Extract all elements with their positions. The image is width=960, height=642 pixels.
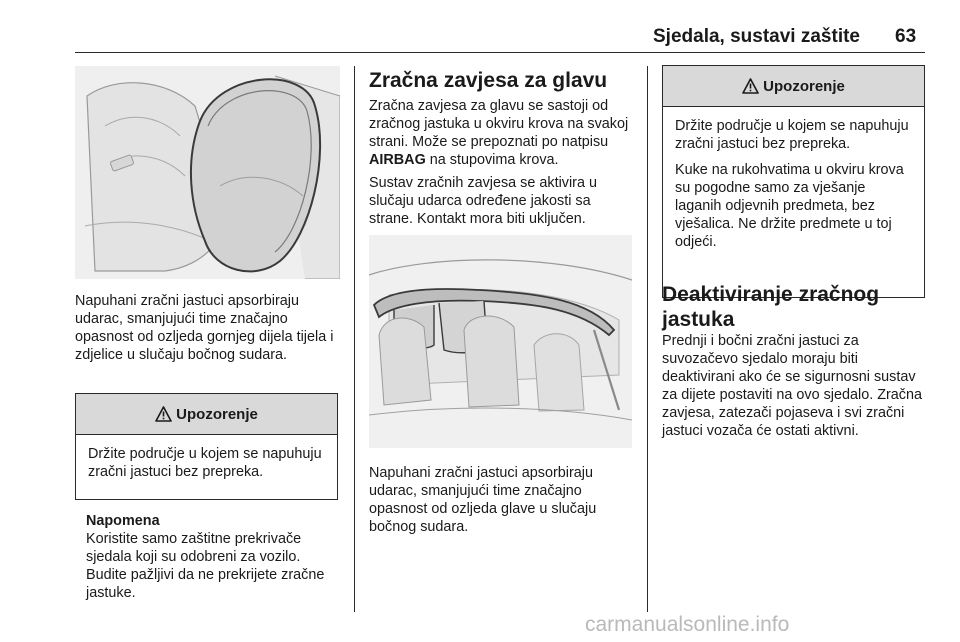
curtain-airbag-illustration bbox=[369, 235, 632, 448]
warning-triangle-icon bbox=[155, 406, 172, 422]
warning-title: Upozorenje bbox=[763, 77, 845, 95]
warning-triangle-icon bbox=[742, 78, 759, 94]
warning-box-left bbox=[75, 393, 338, 500]
warning-title: Upozorenje bbox=[176, 405, 258, 423]
side-airbag-caption: Napuhani zračni jastuci apsorbiraju udarac, smanjujući time značajno opasnost od ozljeda gornjeg dijela tijela i zdjelice u slučaju bočnog sudara. bbox=[75, 293, 334, 363]
description-text-start: Zračna zavjesa za glavu se sastoji od zračnog jastuka u okviru krova na svakoj strani. Može se prepoznati po natpisu bbox=[369, 98, 629, 150]
column-divider-left bbox=[354, 66, 355, 612]
curtain-airbag-heading: Zračna zavjesa za glavu bbox=[369, 69, 608, 92]
deactivation-text: Prednji i bočni zračni jastuci za suvozačevo sjedalo moraju biti deaktivirani ako će se sigurnosni sustav za dijete postaviti na ovo sjedalo. Zračna zavjesa, zatezači pojaseva i svi zračni jastuci vozača će ostati aktivni. bbox=[662, 333, 922, 439]
header-rule bbox=[75, 52, 925, 53]
warning-text-1: Držite područje u kojem se napuhuju zračni jastuci bez prepreka. bbox=[675, 118, 909, 152]
warning-header bbox=[663, 66, 924, 107]
warning-header bbox=[76, 394, 337, 435]
column-divider-right bbox=[647, 66, 648, 612]
deactivation-heading: Deaktiviranje zračnog jastuka bbox=[662, 283, 880, 331]
side-airbag-illustration bbox=[75, 66, 340, 279]
curtain-airbag-description bbox=[369, 97, 637, 169]
note-text: Koristite samo zaštitne prekrivače sjedala koji su odobreni za vozilo. Budite pažljivi da ne prekrijete zračne jastuke. bbox=[86, 531, 325, 601]
watermark: carmanualsonline.info bbox=[585, 613, 790, 636]
curtain-airbag-caption: Napuhani zračni jastuci apsorbiraju udarac, smanjujući time značajno opasnost od ozljeda glave u slučaju bočnog sudara. bbox=[369, 465, 597, 535]
description-text-end: na stupovima krova. bbox=[425, 152, 559, 168]
curtain-airbag-activation: Sustav zračnih zavjesa se aktivira u slučaju udarca određene jakosti sa strane. Kontakt mora biti uključen. bbox=[369, 175, 597, 227]
airbag-label: AIRBAG bbox=[369, 152, 426, 168]
warning-text-2: Kuke na rukohvatima u okviru krova su pogodne samo za vješanje laganih odjevnih predmeta, bez vješalica. Ne držite predmete u toj odjeći. bbox=[675, 162, 904, 250]
warning-box-right bbox=[662, 65, 925, 298]
running-header-title: Sjedala, sustavi zaštite bbox=[653, 26, 860, 47]
note-title: Napomena bbox=[86, 513, 160, 529]
warning-text: Držite područje u kojem se napuhuju zračni jastuci bez prepreka. bbox=[88, 446, 322, 480]
page-number: 63 bbox=[895, 26, 917, 47]
